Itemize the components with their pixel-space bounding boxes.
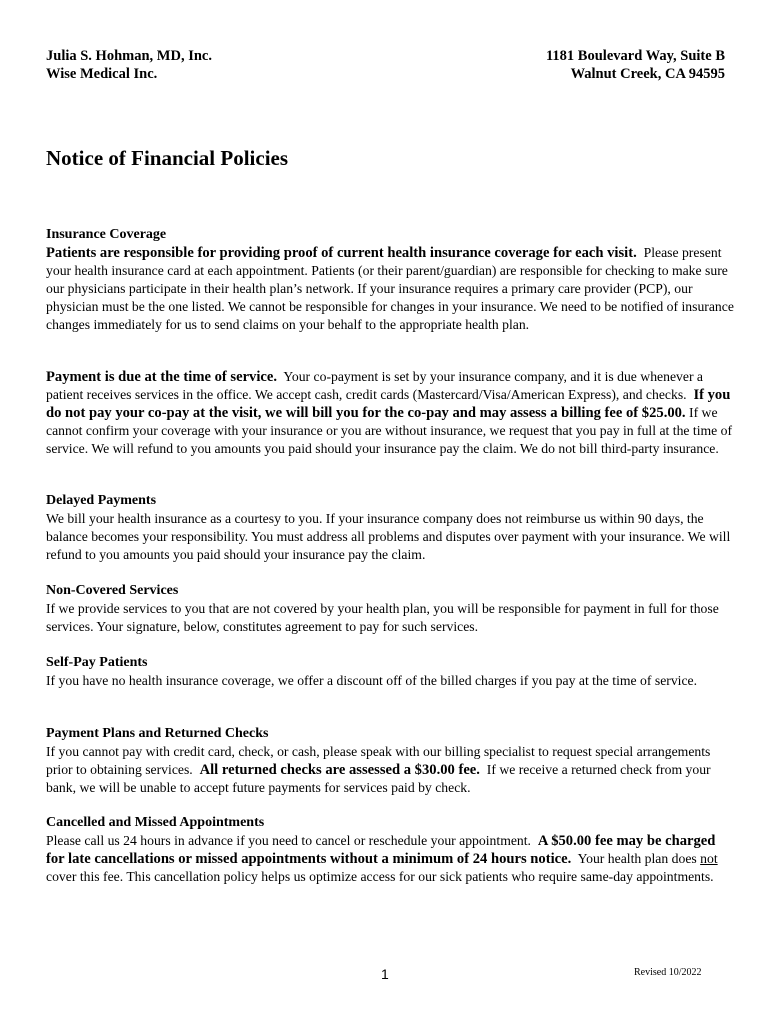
payment-plans-section: [46, 725, 736, 797]
practice-name-block: [46, 47, 212, 83]
non-covered-services-section: [46, 582, 736, 636]
non-covered-services-text: If we provide services to you that are not covered by your health plan, you will be responsible for payment in full for those services. Your signature, below, constitutes agreement to pay for such services.: [46, 601, 719, 634]
delayed-payments-heading: Delayed Payments: [46, 493, 157, 508]
returned-checks-bold: All returned checks are assessed a $30.00 fee.: [199, 762, 480, 778]
self-pay-heading: Self-Pay Patients: [46, 655, 148, 670]
payment-plans-heading: Payment Plans and Returned Checks: [46, 726, 269, 741]
payment-plans-body-2: If we receive a returned check from your bank, we will be unable to accept future payments for services paid by check.: [46, 762, 711, 795]
cancelled-appointments-heading: Cancelled and Missed Appointments: [46, 815, 265, 830]
cancelled-appointments-section: [46, 814, 736, 886]
payment-due-bold: Payment is due at the time of service.: [46, 369, 278, 385]
street-address: 1181 Boulevard Way, Suite B: [545, 48, 725, 64]
cancelled-appointments-body-2: Your health plan does: [577, 851, 697, 866]
page-number: 1: [381, 966, 389, 982]
cancelled-appointments-body-3: cover this fee. This cancellation policy helps us optimize access for our sick patients who require same-day appointments.: [46, 869, 714, 884]
delayed-payments-text: We bill your health insurance as a courtesy to you. If your insurance company does not reimburse us within 90 days, the balance becomes your responsibility. You must address all problems and disputes over payment with your insurance. We will refund to you amounts you paid should your insurance pay the claim.: [46, 511, 731, 562]
non-covered-services-heading: Non-Covered Services: [46, 583, 179, 598]
payment-due-body-2: If we cannot confirm your coverage with your insurance or you are without insurance, we request that you pay in full at the time of service. We will refund to you amounts you paid should your insurance pay the claim. We do not bill third-party insurance.: [46, 405, 733, 456]
insurance-coverage-body: Please present your health insurance card at each appointment. Patients (or their parent/guardian) are responsible for checking to make sure our physicians participate in their health plan’s network. If your insurance requires a primary care provider (PCP), our physician must be the one listed. We cannot be responsible for changes in your insurance. We need to be notified of insurance changes immediately for us to send claims on your behalf to the appropriate health plan.: [46, 245, 734, 332]
payment-plans-body: If you cannot pay with credit card, check, or cash, please speak with our billing specialist to request special arrangements prior to obtaining services.: [46, 744, 711, 777]
payment-due-text: [46, 368, 736, 458]
cancelled-appointments-body: Please call us 24 hours in advance if you need to cancel or reschedule your appointment.: [46, 833, 531, 848]
payment-plans-text: [46, 743, 736, 797]
insurance-coverage-bold: Patients are responsible for providing proof of current health insurance coverage for each visit.: [46, 245, 637, 261]
cancellation-fee-bold: A $50.00 fee may be charged for late cancellations or missed appointments without a minimum of 24 hours notice.: [46, 833, 716, 867]
cancelled-appointments-text: [46, 832, 736, 886]
payment-due-section: [46, 368, 736, 458]
company-name: Wise Medical Inc.: [46, 66, 158, 82]
payment-due-body: Your co-payment is set by your insurance company, and it is due whenever a patient receives services in the office. We accept cash, credit cards (Mastercard/Visa/American Express), and checks.: [46, 369, 704, 402]
insurance-coverage-heading: Insurance Coverage: [46, 227, 167, 242]
address-block: [546, 47, 725, 83]
insurance-coverage-text: [46, 244, 736, 334]
copay-billing-bold: If you do not pay your co-pay at the visit, we will bill you for the co-pay and may assess a billing fee of $25.00.: [46, 387, 731, 421]
revision-date: Revised 10/2022: [634, 967, 702, 978]
city-state-zip: Walnut Creek, CA 94595: [570, 66, 725, 82]
not-underlined: not: [700, 851, 718, 866]
self-pay-text: If you have no health insurance coverage, we offer a discount off of the billed charges if you pay at the time of service.: [46, 673, 698, 688]
self-pay-section: [46, 654, 736, 690]
delayed-payments-section: [46, 492, 736, 564]
page-title: Notice of Financial Policies: [46, 146, 289, 170]
insurance-coverage-section: [46, 226, 736, 334]
practice-name: Julia S. Hohman, MD, Inc.: [46, 48, 212, 64]
